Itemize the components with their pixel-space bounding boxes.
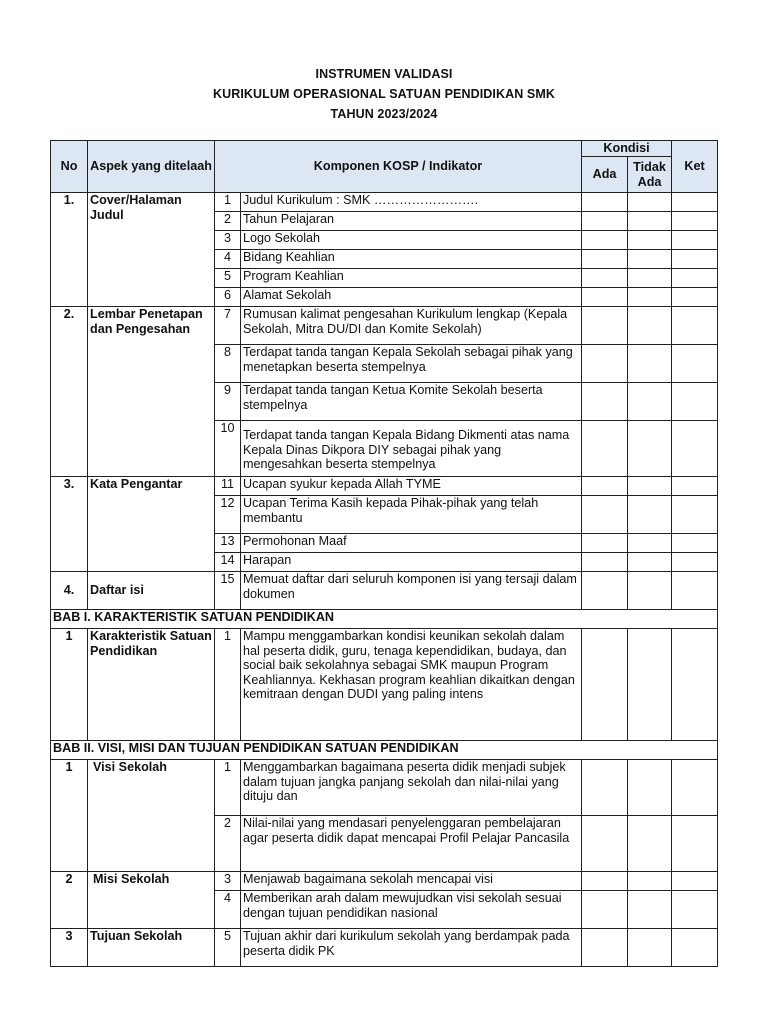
ada-cell[interactable] (582, 193, 628, 212)
indicator-text: Terdapat tanda tangan Ketua Komite Sekolah beserta stempelnya (241, 383, 582, 421)
indicator-text: Program Keahlian (241, 269, 582, 288)
ada-cell[interactable] (582, 383, 628, 421)
header-aspek: Aspek yang ditelaah (88, 141, 215, 193)
indicator-text: Menjawab bagaimana sekolah mencapai visi (241, 872, 582, 891)
ada-cell[interactable] (582, 231, 628, 250)
ket-cell[interactable] (672, 193, 718, 212)
indicator-number: 10 (215, 421, 241, 477)
header-ket: Ket (672, 141, 718, 193)
ada-cell[interactable] (582, 496, 628, 534)
ket-cell[interactable] (672, 269, 718, 288)
tidak-ada-cell[interactable] (628, 383, 672, 421)
aspect-label: Visi Sekolah (88, 760, 215, 872)
ada-cell[interactable] (582, 534, 628, 553)
table-row (51, 477, 718, 496)
tidak-ada-cell[interactable] (628, 929, 672, 967)
indicator-text: Terdapat tanda tangan Kepala Bidang Dikmenti atas nama Kepala Dinas Dikpora DIY sebagai pihak yang mengesahkan beserta stempelnya (241, 421, 582, 477)
validation-table (50, 140, 718, 967)
indicator-text: Tujuan akhir dari kurikulum sekolah yang berdampak pada peserta didik PK (241, 929, 582, 967)
tidak-ada-cell[interactable] (628, 816, 672, 872)
indicator-text: Ucapan Terima Kasih kepada Pihak-pihak yang telah membantu (241, 496, 582, 534)
header-ada: Ada (582, 157, 628, 193)
ket-cell[interactable] (672, 421, 718, 477)
ada-cell[interactable] (582, 816, 628, 872)
row-number: 2 (51, 872, 88, 929)
ada-cell[interactable] (582, 553, 628, 572)
tidak-ada-cell[interactable] (628, 307, 672, 345)
tidak-ada-cell[interactable] (628, 629, 672, 741)
aspect-label: Daftar isi (88, 572, 215, 610)
aspect-label: Karakteristik Satuan Pendidikan (88, 629, 215, 741)
indicator-number: 2 (215, 816, 241, 872)
row-number: 1 (51, 629, 88, 741)
ada-cell[interactable] (582, 269, 628, 288)
section-row (51, 741, 718, 760)
ada-cell[interactable] (582, 872, 628, 891)
tidak-ada-cell[interactable] (628, 496, 672, 534)
aspect-label: Lembar Penetapan dan Pengesahan (88, 307, 215, 477)
ada-cell[interactable] (582, 629, 628, 741)
aspect-label: Misi Sekolah (88, 872, 215, 929)
indicator-text: Memberikan arah dalam mewujudkan visi sekolah sesuai dengan tujuan pendidikan nasional (241, 891, 582, 929)
indicator-number: 3 (215, 872, 241, 891)
ket-cell[interactable] (672, 891, 718, 929)
section-title-bab-2: BAB II. VISI, MISI DAN TUJUAN PENDIDIKAN SATUAN PENDIDIKAN (51, 741, 718, 760)
indicator-number: 13 (215, 534, 241, 553)
ket-cell[interactable] (672, 212, 718, 231)
indicator-number: 1 (215, 193, 241, 212)
ada-cell[interactable] (582, 307, 628, 345)
ket-cell[interactable] (672, 553, 718, 572)
tidak-ada-cell[interactable] (628, 572, 672, 610)
tidak-ada-cell[interactable] (628, 345, 672, 383)
indicator-number: 5 (215, 269, 241, 288)
section-row (51, 610, 718, 629)
ket-cell[interactable] (672, 872, 718, 891)
ket-cell[interactable] (672, 307, 718, 345)
ket-cell[interactable] (672, 477, 718, 496)
ket-cell[interactable] (672, 231, 718, 250)
tidak-ada-cell[interactable] (628, 231, 672, 250)
indicator-text: Harapan (241, 553, 582, 572)
indicator-text: Permohonan Maaf (241, 534, 582, 553)
ket-cell[interactable] (672, 250, 718, 269)
row-number: 2. (51, 307, 88, 477)
indicator-number: 15 (215, 572, 241, 610)
aspect-label: Cover/Halaman Judul (88, 193, 215, 307)
indicator-text: Mampu menggambarkan kondisi keunikan sekolah dalam hal peserta didik, guru, tenaga kependidikan, budaya, dan social baik sekolahnya sebagai SMK maupun Program Keahliannya. Kekhasan program keahlian dikaitkan dengan kemitraan dengan DUDI yang paling intens (241, 629, 582, 741)
header-no: No (51, 141, 88, 193)
ada-cell[interactable] (582, 345, 628, 383)
ket-cell[interactable] (672, 760, 718, 816)
header-tidak-ada: Tidak Ada (628, 157, 672, 193)
table-row (51, 307, 718, 345)
table-row (51, 193, 718, 212)
tidak-ada-cell[interactable] (628, 250, 672, 269)
row-number: 3 (51, 929, 88, 967)
table-row (51, 572, 718, 610)
ada-cell[interactable] (582, 477, 628, 496)
ket-cell[interactable] (672, 929, 718, 967)
indicator-number: 12 (215, 496, 241, 534)
header-komponen: Komponen KOSP / Indikator (215, 141, 582, 193)
indicator-text: Alamat Sekolah (241, 288, 582, 307)
title-line-1: INSTRUMEN VALIDASI (315, 67, 453, 81)
table-row (51, 929, 718, 967)
row-number: 1. (51, 193, 88, 307)
tidak-ada-cell[interactable] (628, 288, 672, 307)
ada-cell[interactable] (582, 250, 628, 269)
indicator-number: 4 (215, 250, 241, 269)
ket-cell[interactable] (672, 345, 718, 383)
ada-cell[interactable] (582, 572, 628, 610)
ket-cell[interactable] (672, 629, 718, 741)
indicator-text: Logo Sekolah (241, 231, 582, 250)
indicator-text: Ucapan syukur kepada Allah TYME (241, 477, 582, 496)
indicator-number: 7 (215, 307, 241, 345)
indicator-number: 8 (215, 345, 241, 383)
indicator-number: 1 (215, 760, 241, 816)
ket-cell[interactable] (672, 572, 718, 610)
indicator-text: Judul Kurikulum : SMK ……………………. (241, 193, 582, 212)
indicator-text: Rumusan kalimat pengesahan Kurikulum lengkap (Kepala Sekolah, Mitra DU/DI dan Komite Sekolah) (241, 307, 582, 345)
tidak-ada-cell[interactable] (628, 760, 672, 816)
tidak-ada-cell[interactable] (628, 534, 672, 553)
tidak-ada-cell[interactable] (628, 212, 672, 231)
indicator-number: 3 (215, 231, 241, 250)
indicator-number: 6 (215, 288, 241, 307)
indicator-number: 1 (215, 629, 241, 741)
tidak-ada-cell[interactable] (628, 421, 672, 477)
ket-cell[interactable] (672, 534, 718, 553)
indicator-number: 11 (215, 477, 241, 496)
ada-cell[interactable] (582, 929, 628, 967)
tidak-ada-cell[interactable] (628, 872, 672, 891)
indicator-text: Bidang Keahlian (241, 250, 582, 269)
ket-cell[interactable] (672, 383, 718, 421)
table-row (51, 872, 718, 891)
row-number: 1 (51, 760, 88, 872)
indicator-text: Memuat daftar dari seluruh komponen isi yang tersaji dalam dokumen (241, 572, 582, 610)
ada-cell[interactable] (582, 421, 628, 477)
tidak-ada-cell[interactable] (628, 477, 672, 496)
ket-cell[interactable] (672, 816, 718, 872)
document-title (0, 64, 768, 124)
indicator-text: Menggambarkan bagaimana peserta didik menjadi subjek dalam tujuan jangka panjang sekolah dan nilai-nilai yang dituju dan (241, 760, 582, 816)
title-line-3: TAHUN 2023/2024 (330, 107, 438, 121)
indicator-text: Terdapat tanda tangan Kepala Sekolah sebagai pihak yang menetapkan beserta stempelnya (241, 345, 582, 383)
tidak-ada-cell[interactable] (628, 269, 672, 288)
header-kondisi: Kondisi (582, 141, 672, 157)
tidak-ada-cell[interactable] (628, 193, 672, 212)
ada-cell[interactable] (582, 288, 628, 307)
ada-cell[interactable] (582, 212, 628, 231)
indicator-number: 4 (215, 891, 241, 929)
indicator-text: Tahun Pelajaran (241, 212, 582, 231)
aspect-label: Kata Pengantar (88, 477, 215, 572)
row-number: 4. (51, 572, 88, 610)
aspect-label: Tujuan Sekolah (88, 929, 215, 967)
indicator-number: 5 (215, 929, 241, 967)
indicator-number: 2 (215, 212, 241, 231)
indicator-text: Nilai-nilai yang mendasari penyelenggaran pembelajaran agar peserta didik dapat mencapai Profil Pelajar Pancasila (241, 816, 582, 872)
tidak-ada-cell[interactable] (628, 891, 672, 929)
ada-cell[interactable] (582, 760, 628, 816)
indicator-number: 9 (215, 383, 241, 421)
table-row (51, 760, 718, 816)
table-row (51, 629, 718, 741)
tidak-ada-cell[interactable] (628, 553, 672, 572)
indicator-number: 14 (215, 553, 241, 572)
section-title-bab-1: BAB I. KARAKTERISTIK SATUAN PENDIDIKAN (51, 610, 718, 629)
ket-cell[interactable] (672, 288, 718, 307)
ket-cell[interactable] (672, 496, 718, 534)
title-line-2: KURIKULUM OPERASIONAL SATUAN PENDIDIKAN SMK (212, 87, 556, 101)
ada-cell[interactable] (582, 891, 628, 929)
row-number: 3. (51, 477, 88, 572)
